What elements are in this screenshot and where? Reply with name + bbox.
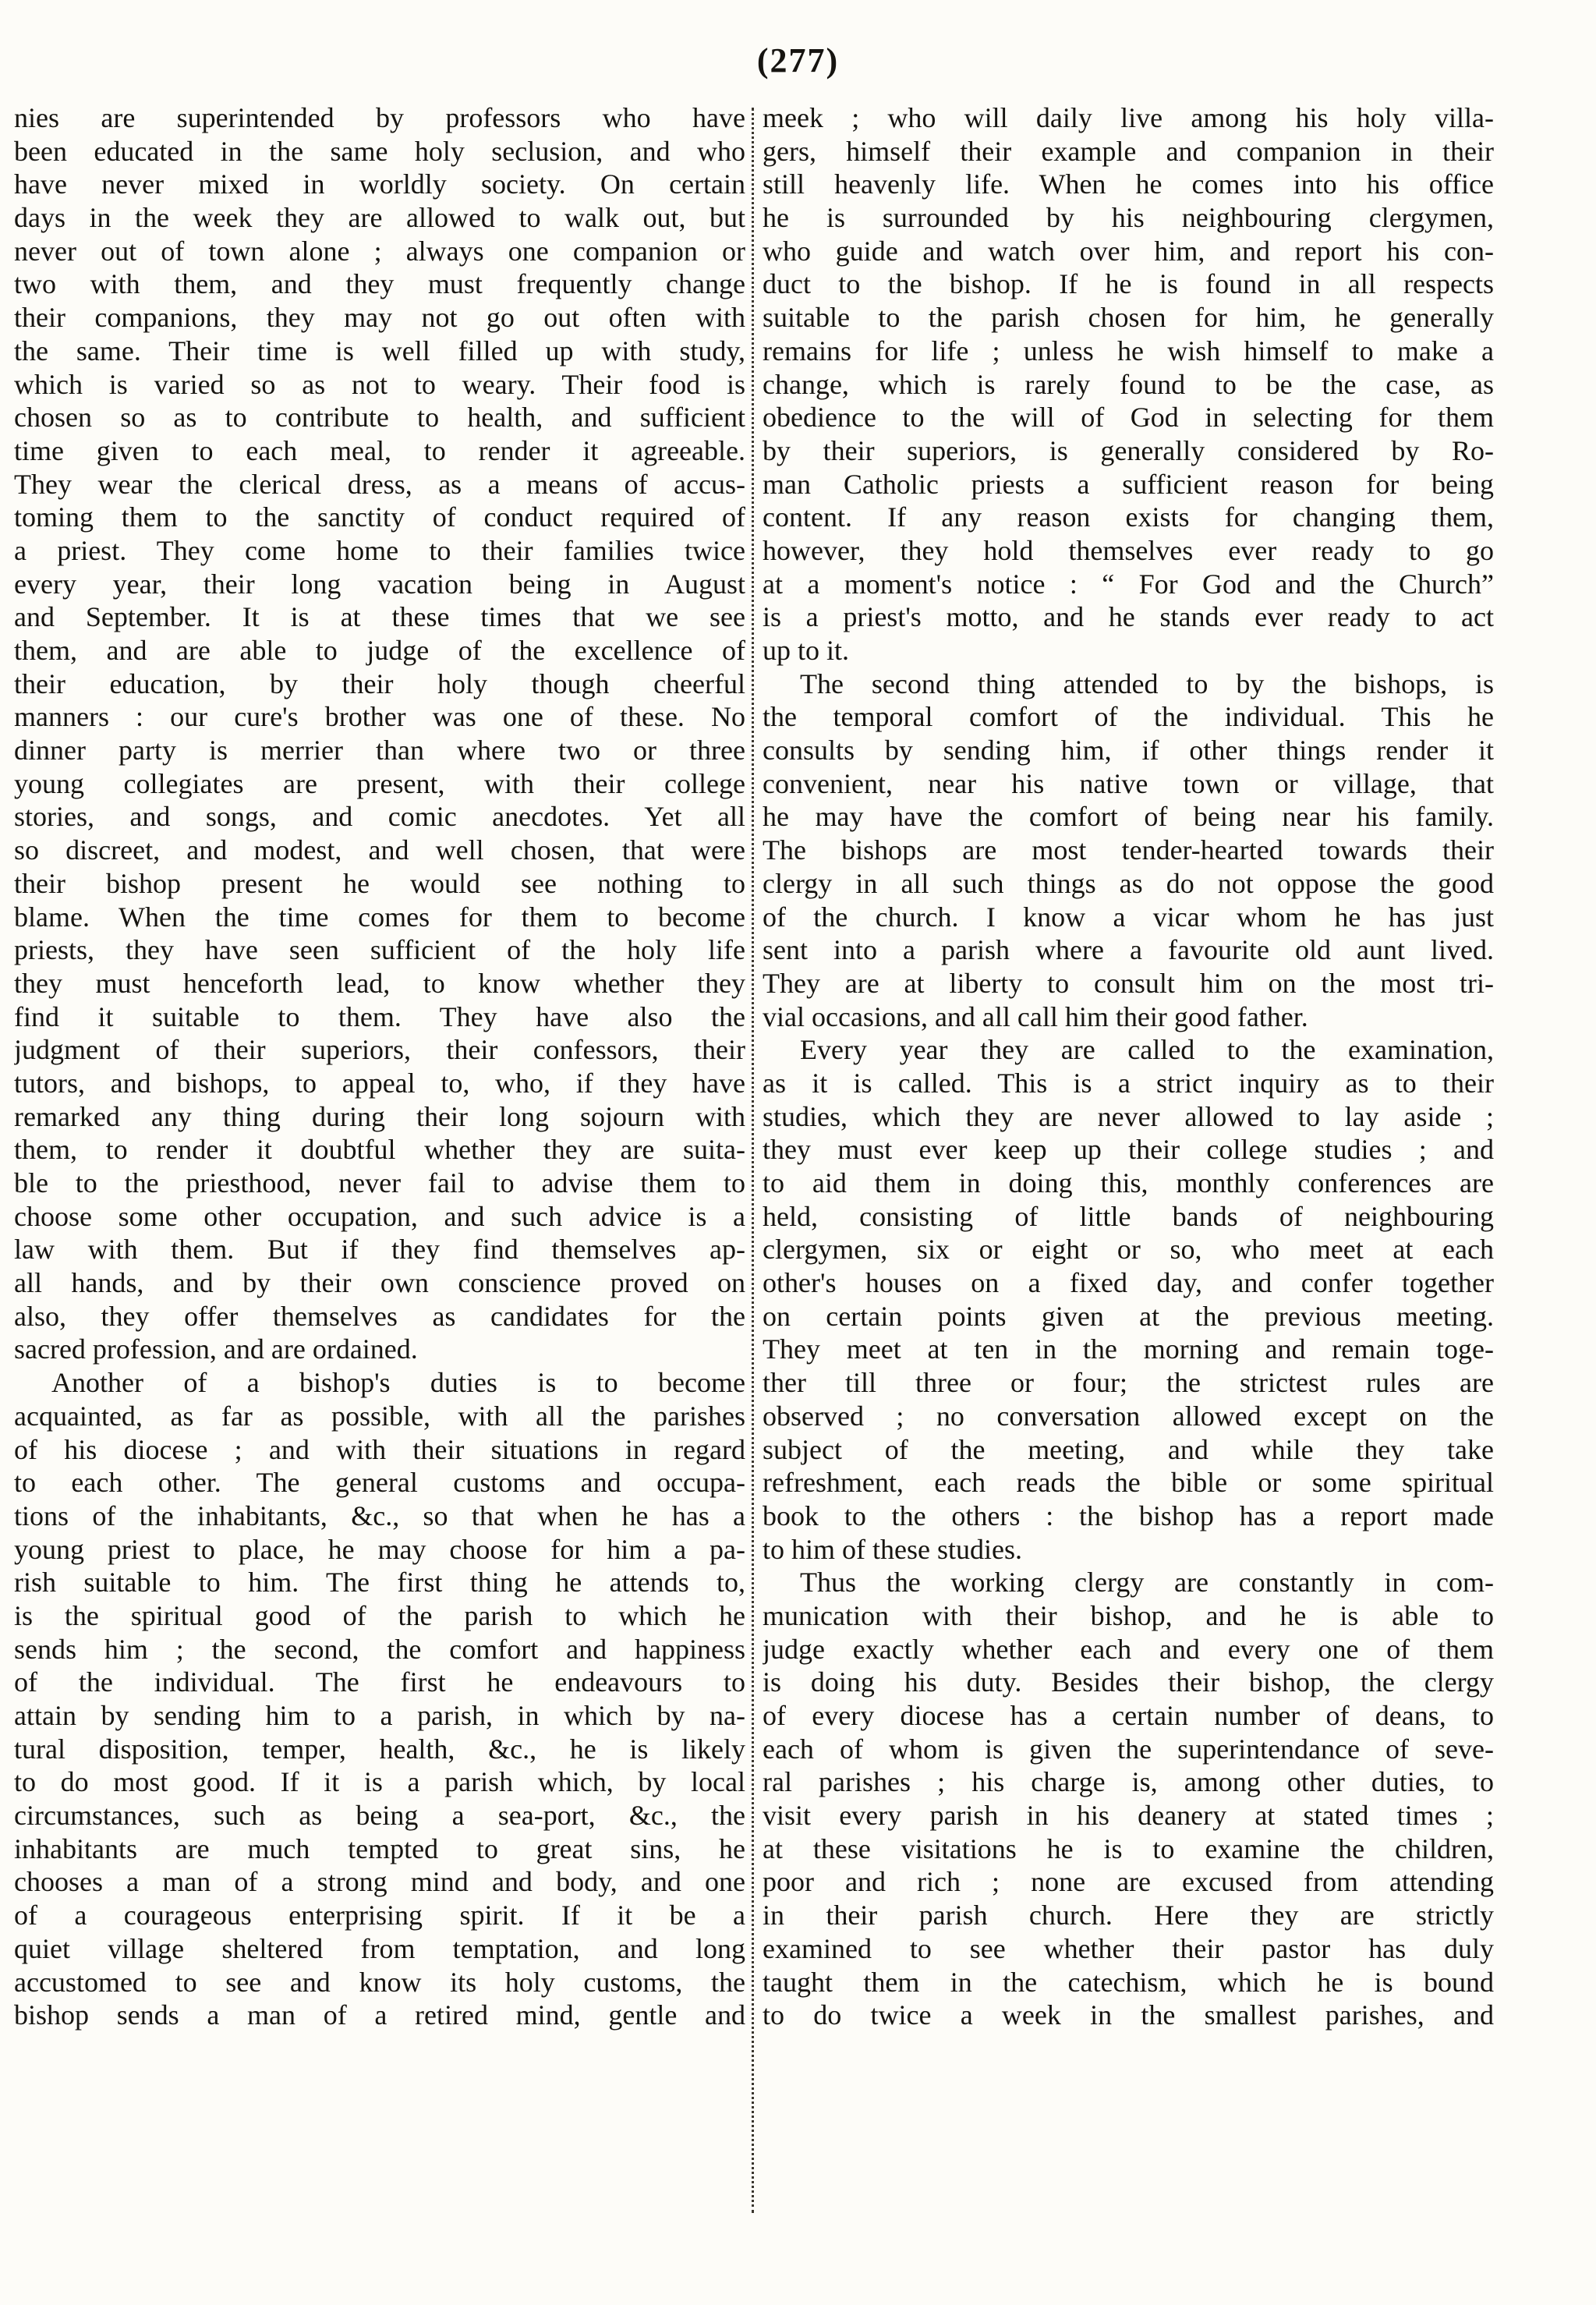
text-line: ble to the priesthood, never fail to advise them to	[14, 1167, 745, 1199]
text-line: inhabitants are much tempted to great sins, he	[14, 1832, 745, 1864]
text-line: which is varied so as not to weary. Their food is	[14, 368, 745, 400]
text-line: a priest. They come home to their families twice	[14, 534, 745, 566]
text-line: young priest to place, he may choose for him a pa-	[14, 1533, 745, 1565]
text-line: bishop sends a man of a retired mind, gentle and	[14, 1999, 745, 2031]
text-line: held, consisting of little bands of neighbouring	[763, 1200, 1494, 1232]
text-line: refreshment, each reads the bible or some spiritual	[763, 1467, 1494, 1499]
right-column	[763, 101, 1494, 2032]
text-line: however, they hold themselves ever ready to go	[763, 534, 1494, 566]
text-line: two with them, and they must frequently change	[14, 268, 745, 300]
text-line: by their superiors, is generally considered by Ro-	[763, 434, 1494, 466]
text-line: They wear the clerical dress, as a means of accus-	[14, 468, 745, 500]
text-line: who guide and watch over him, and report his con-	[763, 235, 1494, 267]
text-line: attain by sending him to a parish, in which by na-	[14, 1700, 745, 1731]
text-line: content. If any reason exists for changing them,	[763, 501, 1494, 533]
text-line: The bishops are most tender-hearted towards their	[763, 834, 1494, 866]
text-line: They are at liberty to consult him on the most tri-	[763, 967, 1494, 999]
text-line: their education, by their holy though cheerful	[14, 667, 745, 699]
text-line: of every diocese has a certain number of deans, to	[763, 1700, 1494, 1731]
text-line: rish suitable to him. The first thing he attends to,	[14, 1567, 745, 1599]
page-number: (277)	[756, 41, 840, 80]
text-line: of a courageous enterprising spirit. If it be a	[14, 1900, 745, 1931]
text-line: the same. Their time is well filled up with study,	[14, 335, 745, 366]
text-line: he may have the comfort of being near his family.	[763, 801, 1494, 833]
text-line: at a moment's notice : “ For God and the Church”	[763, 568, 1494, 600]
text-line: tutors, and bishops, to appeal to, who, if they have	[14, 1067, 745, 1099]
text-line: to do most good. If it is a parish which, by local	[14, 1766, 745, 1798]
text-line: poor and rich ; none are excused from attending	[763, 1866, 1494, 1898]
text-line: to him of these studies.	[763, 1533, 1022, 1565]
text-line: still heavenly life. When he comes into his office	[763, 168, 1494, 200]
text-line: days in the week they are allowed to walk out, but	[14, 202, 745, 234]
text-line: never out of town alone ; always one companion or	[14, 235, 745, 267]
text-line: munication with their bishop, and he is able to	[763, 1599, 1494, 1631]
text-line: examined to see whether their pastor has duly	[763, 1932, 1494, 1964]
text-line: on certain points given at the previous meeting.	[763, 1300, 1494, 1332]
text-line: clergymen, six or eight or so, who meet at each	[763, 1234, 1494, 1266]
text-line: is doing his duty. Besides their bishop, the clergy	[763, 1666, 1494, 1698]
text-line: their bishop present he would see nothing to	[14, 867, 745, 899]
text-line: their companions, they may not go out often with	[14, 302, 745, 334]
text-line: them, and are able to judge of the excellence of	[14, 635, 745, 666]
text-line: priests, they have seen sufficient of the holy life	[14, 934, 745, 966]
text-line: so discreet, and modest, and well chosen, that were	[14, 834, 745, 866]
text-line: also, they offer themselves as candidates for the	[14, 1300, 745, 1332]
text-line: in their parish church. Here they are strictly	[763, 1900, 1494, 1931]
text-line: taught them in the catechism, which he is bound	[763, 1966, 1494, 1998]
text-line: quiet village sheltered from temptation, and long	[14, 1932, 745, 1964]
left-column	[14, 101, 745, 2032]
text-line: accustomed to see and know its holy customs, the	[14, 1966, 745, 1998]
text-line: up to it.	[763, 635, 850, 666]
text-line: ral parishes ; his charge is, among other duties, to	[763, 1766, 1494, 1798]
text-line: is the spiritual good of the parish to which he	[14, 1599, 745, 1631]
text-line: other's houses on a fixed day, and confer together	[763, 1267, 1494, 1299]
text-line: been educated in the same holy seclusion, and who	[14, 135, 745, 167]
text-line: tions of the inhabitants, &c., so that when he has a	[14, 1499, 745, 1531]
text-line: Every year they are called to the examination,	[800, 1034, 1494, 1066]
text-line: each of whom is given the superintendance of seve-	[763, 1733, 1494, 1765]
text-line: chooses a man of a strong mind and body, and one	[14, 1866, 745, 1898]
text-line: man Catholic priests a sufficient reason for being	[763, 468, 1494, 500]
text-line: ther till three or four; the strictest rules are	[763, 1367, 1494, 1399]
text-line: gers, himself their example and companion in their	[763, 135, 1494, 167]
text-line: change, which is rarely found to be the case, as	[763, 368, 1494, 400]
text-line: obedience to the will of God in selecting for them	[763, 402, 1494, 434]
text-line: they must henceforth lead, to know whether they	[14, 967, 745, 999]
text-line: acquainted, as far as possible, with all the parishes	[14, 1400, 745, 1432]
text-line: suitable to the parish chosen for him, he generally	[763, 302, 1494, 334]
text-line: subject of the meeting, and while they take	[763, 1433, 1494, 1465]
text-line: to aid them in doing this, monthly conferences are	[763, 1167, 1494, 1199]
text-line: of his diocese ; and with their situations in regard	[14, 1433, 745, 1465]
text-line: manners : our cure's brother was one of these. No	[14, 701, 745, 733]
text-line: he is surrounded by his neighbouring clergymen,	[763, 202, 1494, 234]
text-line: blame. When the time comes for them to become	[14, 901, 745, 933]
text-line: They meet at ten in the morning and remain toge-	[763, 1333, 1494, 1365]
text-line: them, to render it doubtful whether they are suita-	[14, 1134, 745, 1166]
text-line: of the individual. The first he endeavours to	[14, 1666, 745, 1698]
text-line: judge exactly whether each and every one of them	[763, 1633, 1494, 1665]
text-line: Another of a bishop's duties is to become	[51, 1367, 745, 1399]
text-line: book to the others : the bishop has a report made	[763, 1499, 1494, 1531]
text-line: clergy in all such things as do not oppose the good	[763, 867, 1494, 899]
text-line: as it is called. This is a strict inquiry as to their	[763, 1067, 1494, 1099]
text-line: at these visitations he is to examine the children,	[763, 1832, 1494, 1864]
text-line: meek ; who will daily live among his holy villa-	[763, 102, 1494, 133]
column-divider	[752, 108, 756, 2213]
text-line: is a priest's motto, and he stands ever ready to act	[763, 601, 1494, 633]
text-line: sent into a parish where a favourite old aunt lived.	[763, 934, 1494, 966]
text-line: vial occasions, and all call him their good father.	[763, 1000, 1308, 1032]
text-line: consults by sending him, if other things render it	[763, 735, 1494, 767]
text-line: the temporal comfort of the individual. This he	[763, 701, 1494, 733]
text-line: law with them. But if they find themselves ap-	[14, 1234, 745, 1266]
text-line: young collegiates are present, with their college	[14, 767, 745, 799]
text-line: The second thing attended to by the bishops, is	[800, 667, 1494, 699]
text-line: remains for life ; unless he wish himself to make a	[763, 335, 1494, 366]
text-line: have never mixed in worldly society. On certain	[14, 168, 745, 200]
text-line: and September. It is at these times that we see	[14, 601, 745, 633]
text-line: tural disposition, temper, health, &c., he is likely	[14, 1733, 745, 1765]
text-line: sacred profession, and are ordained.	[14, 1333, 418, 1365]
text-line: all hands, and by their own conscience proved on	[14, 1267, 745, 1299]
text-line: convenient, near his native town or village, that	[763, 767, 1494, 799]
text-line: every year, their long vacation being in August	[14, 568, 745, 600]
text-line: visit every parish in his deanery at stated times ;	[763, 1800, 1494, 1832]
text-line: they must ever keep up their college studies ; and	[763, 1134, 1494, 1166]
text-line: Thus the working clergy are constantly in com-	[800, 1567, 1494, 1599]
text-line: to do twice a week in the smallest parishes, and	[763, 1999, 1494, 2031]
text-line: sends him ; the second, the comfort and happiness	[14, 1633, 745, 1665]
text-line: nies are superintended by professors who have	[14, 102, 745, 133]
text-line: studies, which they are never allowed to lay aside ;	[763, 1100, 1494, 1132]
text-line: toming them to the sanctity of conduct required of	[14, 501, 745, 533]
text-line: chosen so as to contribute to health, and sufficient	[14, 402, 745, 434]
text-line: remarked any thing during their long sojourn with	[14, 1100, 745, 1132]
text-line: observed ; no conversation allowed except on the	[763, 1400, 1494, 1432]
text-line: judgment of their superiors, their confessors, their	[14, 1034, 745, 1066]
text-line: dinner party is merrier than where two or three	[14, 735, 745, 767]
text-line: time given to each meal, to render it agreeable.	[14, 434, 745, 466]
text-line: to each other. The general customs and occupa-	[14, 1467, 745, 1499]
text-line: find it suitable to them. They have also the	[14, 1000, 745, 1032]
text-line: of the church. I know a vicar whom he has just	[763, 901, 1494, 933]
text-line: circumstances, such as being a sea-port, &c., the	[14, 1800, 745, 1832]
text-line: stories, and songs, and comic anecdotes. Yet all	[14, 801, 745, 833]
text-line: duct to the bishop. If he is found in all respects	[763, 268, 1494, 300]
text-line: choose some other occupation, and such advice is a	[14, 1200, 745, 1232]
